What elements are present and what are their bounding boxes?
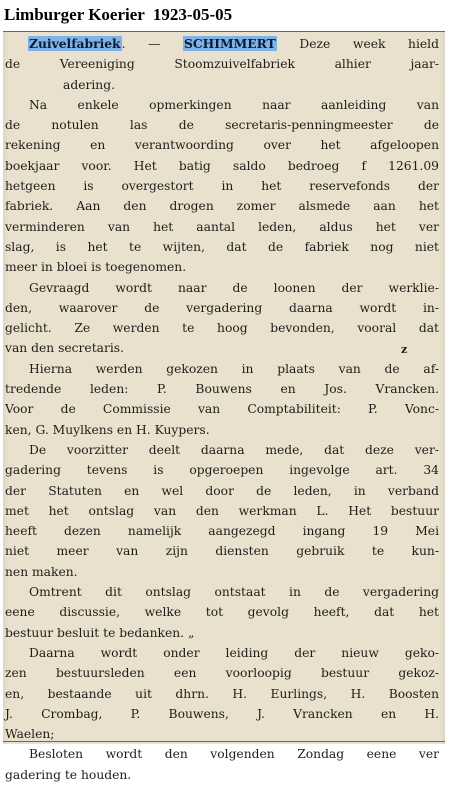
article-line: met het ontslag van den werkman L. Het bestuur [5, 503, 439, 518]
article-line: verminderen van het aantal leden, aldus het ver [5, 219, 439, 234]
highlight-tag-zuivelfabriek: Zuivelfabriek [29, 36, 121, 51]
highlight-tag-schimmert: SCHIMMERT [184, 36, 276, 51]
article-line: slag, is het te wijten, dat de fabriek nog niet [5, 239, 439, 254]
article-line: Gevraagd wordt naar de loonen der werklie- [29, 280, 439, 295]
article-line: de Vereeniging Stoomzuivelfabriek alhier jaar- [5, 57, 439, 72]
article-line-with-mark [3, 338, 445, 358]
top-rule [3, 31, 445, 32]
article-line: bestuur besluit te bedanken. „ [5, 625, 195, 640]
newspaper-clipping [3, 31, 445, 782]
article-line: heeft dezen namelijk aangezegd ingang 19 Mei [5, 524, 439, 539]
article-line: van den secretaris. [5, 341, 125, 356]
article-line: boekjaar voor. Het batig saldo bedroeg f 1261.09 [5, 158, 439, 173]
article-line: nen maken. [5, 564, 78, 579]
stray-print-mark: z [401, 343, 408, 357]
article-line: rekening en verantwoording over het afgeloopen [5, 138, 439, 153]
newspaper-name: Limburger Koerier [4, 5, 145, 24]
article-line: Besloten wordt den volgenden Zondag eene ver [29, 747, 439, 762]
article-line: De voorzitter deelt daarna mede, dat deze ver- [29, 442, 439, 457]
article-line: ken, G. Muylkens en H. Kuypers. [5, 422, 210, 437]
article-line: meer in bloei is toegenomen. [5, 260, 187, 275]
article-line: Daarna wordt onder leiding der nieuw geko- [29, 645, 439, 660]
article-line: fabriek. Aan den drogen zomer alsmede aan het [5, 199, 439, 214]
article-line: hetgeen is overgestort in het reservefonds der [5, 179, 439, 194]
article-line: Voor de Commissie van Comptabiliteit: P. Vonc- [5, 402, 439, 417]
article-line: J. Crombag, P. Bouwens, J. Vrancken en H. [5, 706, 439, 721]
article-line: en, bestaande uit dhrn. H. Eurlings, H. Boosten [5, 686, 439, 701]
article-line: Waelen; [5, 727, 55, 742]
article-body [3, 34, 445, 785]
article-line: gadering te houden. [5, 767, 132, 782]
bottom-rule [3, 741, 445, 742]
article-line: gadering tevens is opgeroepen ingevolge art. 34 [5, 463, 439, 478]
article-line: den, waarover de vergadering daarna wordt in- [5, 300, 439, 315]
article-lead-line [3, 34, 445, 54]
article-line: Deze week hield [276, 37, 439, 51]
article-line: Omtrent dit ontslag ontstaat in de vergadering [29, 585, 439, 600]
article-line: Na enkele opmerkingen naar aanleiding van [29, 97, 439, 112]
article-line: tredende leden: P. Bouwens en Jos. Vrancken. [5, 382, 439, 397]
article-line: zen bestuursleden een voorloopig bestuur gekoz- [5, 666, 439, 681]
publication-date: 1923-05-05 [152, 5, 233, 24]
article-line: de notulen las de secretaris-penningmeester de [5, 118, 439, 133]
article-line: gelicht. Ze werden te hoog bevonden, vooral dat [5, 321, 439, 336]
article-line: adering. [63, 77, 115, 92]
clipping-header [4, 5, 232, 25]
article-line: eene discussie, welke tot gevolg heeft, dat het [5, 605, 439, 620]
article-line: niet meer van zijn diensten gebruik te kun- [5, 544, 439, 559]
dateline-dash: . — [121, 37, 184, 51]
article-line: Hierna werden gekozen in plaats van de af- [29, 361, 439, 376]
article-line: der Statuten en wel door de leden, in verband [5, 483, 439, 498]
